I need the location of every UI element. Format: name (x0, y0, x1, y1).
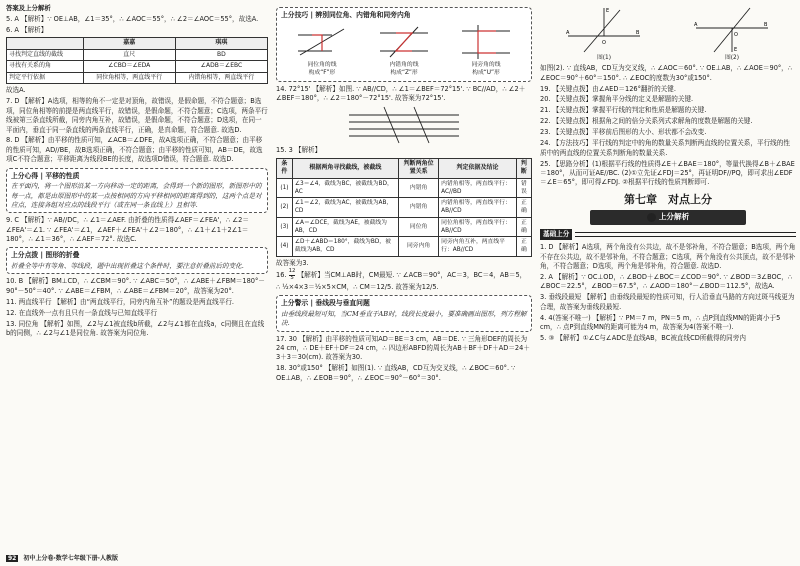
fraction-numerator: 12 (288, 268, 296, 275)
page-header: 答案及上分解析 (6, 4, 51, 12)
table-cell: ∠3＝∠4，截线为BC，被截线为BD，AC (292, 178, 398, 197)
figure-z-shape (374, 23, 434, 77)
tip-title: 上分技巧 | 辨别同位角、内错角和同旁内角 (281, 11, 411, 19)
table-cell: ∠1＝∠2，截线为AC，被截线为AB，CD (292, 198, 398, 217)
table-header-cell: 判定依据及结论 (439, 158, 517, 178)
table-cell: 内错角相等，两直线平行：AB//CD (439, 198, 517, 217)
tip-title: 上分点拨 | 图形的折叠 (11, 251, 80, 260)
svg-text:A: A (566, 30, 570, 36)
figure-label: 同位角的线 (307, 61, 337, 68)
svg-text:E: E (606, 8, 610, 14)
f-shape-diagram (292, 23, 352, 61)
intersecting-lines-figure-1 (564, 6, 644, 54)
table-cell: (1) (277, 178, 293, 197)
intersecting-lines-figure-2 (692, 6, 772, 54)
table-cell: 正确 (516, 237, 531, 256)
z-shape-diagram (374, 23, 434, 61)
table-cell: BD (175, 49, 267, 61)
answer-19: 19. 【关键点拨】由∠AED＝126°翻折的关键. (540, 84, 676, 93)
table-cell: 寻找有关系的角 (7, 61, 84, 73)
svg-text:O: O (734, 32, 738, 38)
table-row (7, 49, 268, 61)
tip-box-angles (276, 7, 532, 82)
right-column (540, 4, 796, 560)
table-cell: ∠ADB＝∠EBC (175, 61, 267, 73)
table-header-cell (7, 38, 84, 50)
figure-label: 内错角的线 (389, 61, 419, 68)
answer-16 (276, 269, 532, 281)
table-cell: 同位角 (399, 217, 439, 236)
page-number: 92 (8, 555, 17, 563)
answer-23: 23. 【关键点拨】平移前后图形的大小、形状都不会改变. (540, 128, 707, 137)
table-cell: ∠CBD＝∠EDA (83, 61, 175, 73)
table-cell: ∠A＝∠DCE，截线为AE，被截线为AB，CD (292, 217, 398, 236)
answer-17: 17. 30 【解析】由平移的性质可知AD＝BE＝3 cm，AB＝DE. ∵ 三角形DEF的周长为24 cm，∴ DE＋EF＋DF＝24 cm，∴ 四边形ABFD的周长为AB＋BF＋DF＋AD＝24＋3＋3＝30(cm). 故答案为30. (276, 334, 530, 362)
answer-8: 8. D 【解析】由平移的性质可知，∠ACB＝∠DFE，故A选项正确，不符合题意；由平移的性质可知，AD//BE，故B选项正确，不符合题意；由平移的性质可知，AB＝DE，故选项C不符合题意；平移距离为线段BE的长度，故选项D错误，符合题意. 故选D. (6, 136, 263, 164)
svg-text:B: B (764, 22, 768, 28)
basic-rule (575, 232, 796, 237)
figure-2 (692, 6, 772, 62)
table-row (277, 178, 532, 197)
tip-body: 在平面内，将一个图形沿某一方向移动一定的距离，会得到一个新的图形，新图形中的每一点，都是由原图形中的某一点按相同的方向平移相同的距离得到的，这两个点是对应点，连接各组对应点的线段平行（或在同一条直线上）且相等. (11, 182, 262, 209)
table-cell: 错误 (516, 178, 531, 197)
figure-u-shape (456, 23, 516, 77)
table-cell: 直尺 (83, 49, 175, 61)
answer-20: 20. 【关键点拨】掌握角平分线的定义是解题的关键. (540, 95, 694, 104)
svg-text:E: E (734, 47, 738, 53)
answer-9: 9. C 【解析】∵ AB//DC，∴ ∠1＝∠AEF. 由折叠的性质得∠AEF＝∠FEA'，∴ ∠2＝∠FEA'＝∠1. ∵ ∠FEA'＝∠1，∠AEF＋∠FEA'＋∠2＝180°，∴ ∠1＋∠1＋2∠1＝180°，∴ ∠1＝36°，∴ ∠AEF＝72°. 故选C. (6, 216, 249, 243)
table-cell: 正确 (516, 198, 531, 217)
footer-label: 初中上分卷·数学七年级下册·人教版 (23, 555, 119, 563)
basic-section-header (540, 229, 796, 240)
figure-1 (564, 6, 644, 62)
figure-label: 图(1) (596, 55, 611, 61)
table-row (277, 198, 532, 217)
fraction-denominator: 5 (290, 274, 294, 281)
answer-21: 21. 【关键点拨】掌握平行线的判定和性质是解题的关键. (540, 106, 707, 115)
middle-column (276, 4, 532, 560)
answer-16-number: 16. (276, 271, 287, 280)
table-cell: 同位角相等，两直线平行 (83, 72, 175, 84)
table-cell: 同位角相等，两直线平行：AB//CD (439, 217, 517, 236)
figure-pair (540, 6, 796, 62)
tip-body: 折叠全等中有等角、等线段，题中出现折叠这个条件时，要注意折叠前后的变化. (11, 261, 244, 270)
table-cell: 内错角 (399, 198, 439, 217)
tip-title: 上分警示 | 垂线段与垂直问题 (281, 299, 370, 308)
table-cell: (3) (277, 217, 293, 236)
banner-label: 上分解析 (658, 212, 690, 222)
tip-title: 上分心得 | 平移的性质 (11, 171, 80, 180)
table-header-cell: 判断两角位置关系 (399, 158, 439, 178)
answer-24: 24. 【方法技巧】平行线的判定中的角的数量关系判断两直线的位置关系，平行线的性质中的两直线的位置关系判断角的数量关系. (540, 139, 790, 157)
table-header-cell: 条件 (277, 158, 293, 178)
answer-16b: ∴ ½×4×3＝½×5×CM，∴ CM＝12/5. 故答案为12/5. (276, 282, 439, 291)
table-cell: 判定平行依据 (7, 72, 84, 84)
parallel-lines-diagram (344, 105, 464, 145)
table-header-cell: 判断 (516, 158, 531, 178)
page-footer (6, 555, 118, 564)
answer-c7-2: 2. A 【解析】∵ OC⊥OD，∴ ∠BOD＋∠BOC＝∠COD＝90°. ∵ ∠BOD＝3∠BOC，∴ ∠BOC＝22.5°，∠BOD＝67.5°，∴ ∠AOD＝180°－∠BOD＝112.5°，故选A. (540, 273, 793, 291)
comparison-table (6, 37, 268, 84)
answer-c7-4: 4. 4(答案不唯一) 【解析】∵ PM＝7 m，PN＝5 m，∴ 点P到直线MN的距离小于5 cm，∴ 点P到直线MN的距离可能为4 m，故答案为4(答案不唯一). (540, 313, 781, 332)
answer-c7-3: 3. 垂线段最短 【解析】由垂线段最短的性质可知，行人沿垂直马路的方向过斑马线更为合理，故答案为垂线段最短. (540, 293, 795, 311)
answer-12: 12. 在直线外一点有且只有一条直线与已知直线平行 (6, 308, 158, 317)
figure-label: 同旁角的线 (471, 61, 501, 68)
figure-caption: 构成“U”形 (472, 69, 500, 76)
tip-box-translation (6, 168, 268, 214)
basic-label: 基础上分 (540, 229, 572, 240)
u-shape-diagram (456, 23, 516, 61)
answer-c7-5: 5. ③ 【解析】①∠C与∠ADC是直线AB，BC被直线CD所截得的同旁内 (540, 334, 746, 343)
table-row (277, 237, 532, 256)
answer-11: 11. 两直线平行 【解析】由“两直线平行，同旁内角互补”的题设是两直线平行. (6, 297, 235, 306)
svg-text:A: A (694, 22, 698, 28)
answer-22: 22. 【关键点拨】根据角之间的倍分关系列式求解角的度数是解题的关键. (540, 117, 753, 126)
answer-18: 18. 30°或150° 【解析】如图(1). ∵ 直线AB，CD互为交叉线，∴ ∠BOC＝60°. ∵ OE⊥AB，∴ ∠EOB＝90°，∴ ∠EOC＝90°－60°＝30°. (276, 364, 516, 382)
table-cell: (4) (277, 237, 293, 256)
answer-15-head: 15. 3 【解析】 (276, 146, 322, 155)
table-cell: 同旁内角互补，两直线平行：AB//CD (439, 237, 517, 256)
answer-7: 7. D 【解析】A选项，相等的角不一定是对顶角，故错误，是假命题，不符合题意；B选项，同位角相等的前提是两直线平行，故错误，是假命题，不符合题意；C选项，两条平行线被第三条直线所截，同旁内角互补，故错误，是假命题，不符合题意；D选项，在同一平面内，垂直于同一条直线的两条直线平行，正确，是真命题，符合题意. 故选D. (6, 97, 268, 134)
fraction-answer (289, 269, 296, 281)
tip-body: 由垂线段最短可知，当CM垂直于AB时，线段长度最小，要准确画出图形，列方程解决. (281, 309, 527, 328)
figure-caption: 构成“F”形 (308, 69, 336, 76)
table-header-cell: 嘉嘉 (83, 38, 175, 50)
table-header-cell: 根据两角寻找截线，被截线 (292, 158, 398, 178)
table-cell: 内错角相等，两直线平行 (175, 72, 267, 84)
table-cell: 正确 (516, 217, 531, 236)
left-column (6, 4, 268, 556)
table-row (7, 72, 268, 84)
svg-text:B: B (636, 30, 640, 36)
table-cell: 寻找判定直线的截线 (7, 49, 84, 61)
table-cell: 同旁内角 (399, 237, 439, 256)
chapter-title: 第七章 对点上分 (624, 192, 712, 206)
answer-18-cont: 如图(2). ∵ 直线AB，CD互为交叉线，∴ ∠AOC＝60°. ∵ OE⊥AB，∴ ∠AOE＝90°，∴ ∠EOC＝90°＋60°＝150°. ∴ ∠EOC的度数为30°或150°. (540, 64, 792, 82)
table-cell: 内错角 (399, 178, 439, 197)
table-cell: ∠D＋∠ABD＝180°，截线为BD，被截线为AB，CD (292, 237, 398, 256)
tip-box-perpendicular (276, 295, 532, 331)
section-banner (590, 210, 746, 225)
table-header-cell: 琪琪 (175, 38, 267, 50)
table-cell: 内错角相等，两直线平行：AC//BD (439, 178, 517, 197)
answer-16-text: 【解析】当CM⊥AB时，CM最短. ∵ ∠ACB＝90°，AC＝3，BC＝4，AB＝5， (297, 271, 527, 280)
figure-label: 图(2) (724, 55, 739, 61)
banner-icon (647, 213, 656, 222)
svg-text:O: O (602, 40, 606, 46)
answer-10: 10. B 【解析】BM⊥CD，∴ ∠CBM＝90°. ∵ ∠ABC＝50°，∴ ∠ABE＋∠FBM＝180°－90°－50°＝40°. ∵ ∠ABE＝∠FBM，∴ ∠ABE＝∠FBM＝20°，故答案为20°. (6, 277, 265, 295)
figure-f-shape (292, 23, 352, 77)
table-row (277, 217, 532, 236)
answer-14: 14. 72°15' 【解析】如图. ∵ AB//CD，∴ ∠1＝∠BEF＝72°15'. ∵ BC//AD，∴ ∠2＋∠BEF＝180°，∴ ∠2＝180°－72°15'. 故答案为72°15'. (276, 85, 526, 103)
answer-c7-1: 1. D 【解析】A选项，两个角没有公共边，故不是邻补角，不符合题意；B选项，两个角不存在公共边，故不是邻补角，不符合题意；C选项，两个角没有公共顶点，故不是邻补角，不符合题意；D选项，两个角是邻补角，符合题意. 故选D. (540, 243, 796, 271)
answer-13: 13. 同位角 【解析】如图，∠2与∠1被直线b所截，∠2与∠1都在直线a，c同侧且在直线b的同侧，∴ ∠2与∠1是同位角. 故答案为同位角. (6, 319, 265, 337)
judgement-table (276, 158, 532, 257)
table-row (7, 61, 268, 73)
answer-25: 25. 【思路分析】(1)根据平行线的性质得∠E＋∠BAE＝180°，等量代换得∠B＋∠BAE＝180°，从而可证AE//BC. (2)①立先证∠FDJ＝25°，再证明DF//PQ，即可求出∠EDF＝∠E＝65°，即可得∠FDJ. ②根据平行线的性质判断即可. (540, 159, 795, 187)
angle-figures (281, 23, 527, 77)
answer-15-end: 故答案为3. (276, 258, 309, 267)
table-cell: (2) (277, 198, 293, 217)
tip-box-folding (6, 247, 268, 274)
answer-6-head: 6. A 【解析】 (6, 26, 48, 35)
answer-6-end: 故选A. (6, 86, 26, 95)
figure-caption: 构成“Z”形 (390, 69, 418, 76)
answer-5: 5. A 【解析】∵ OE⊥AB，∠1＝35°，∴ ∠AOC＝55°，∴ ∠2＝∠AOC＝55°，故选A. (6, 15, 259, 24)
